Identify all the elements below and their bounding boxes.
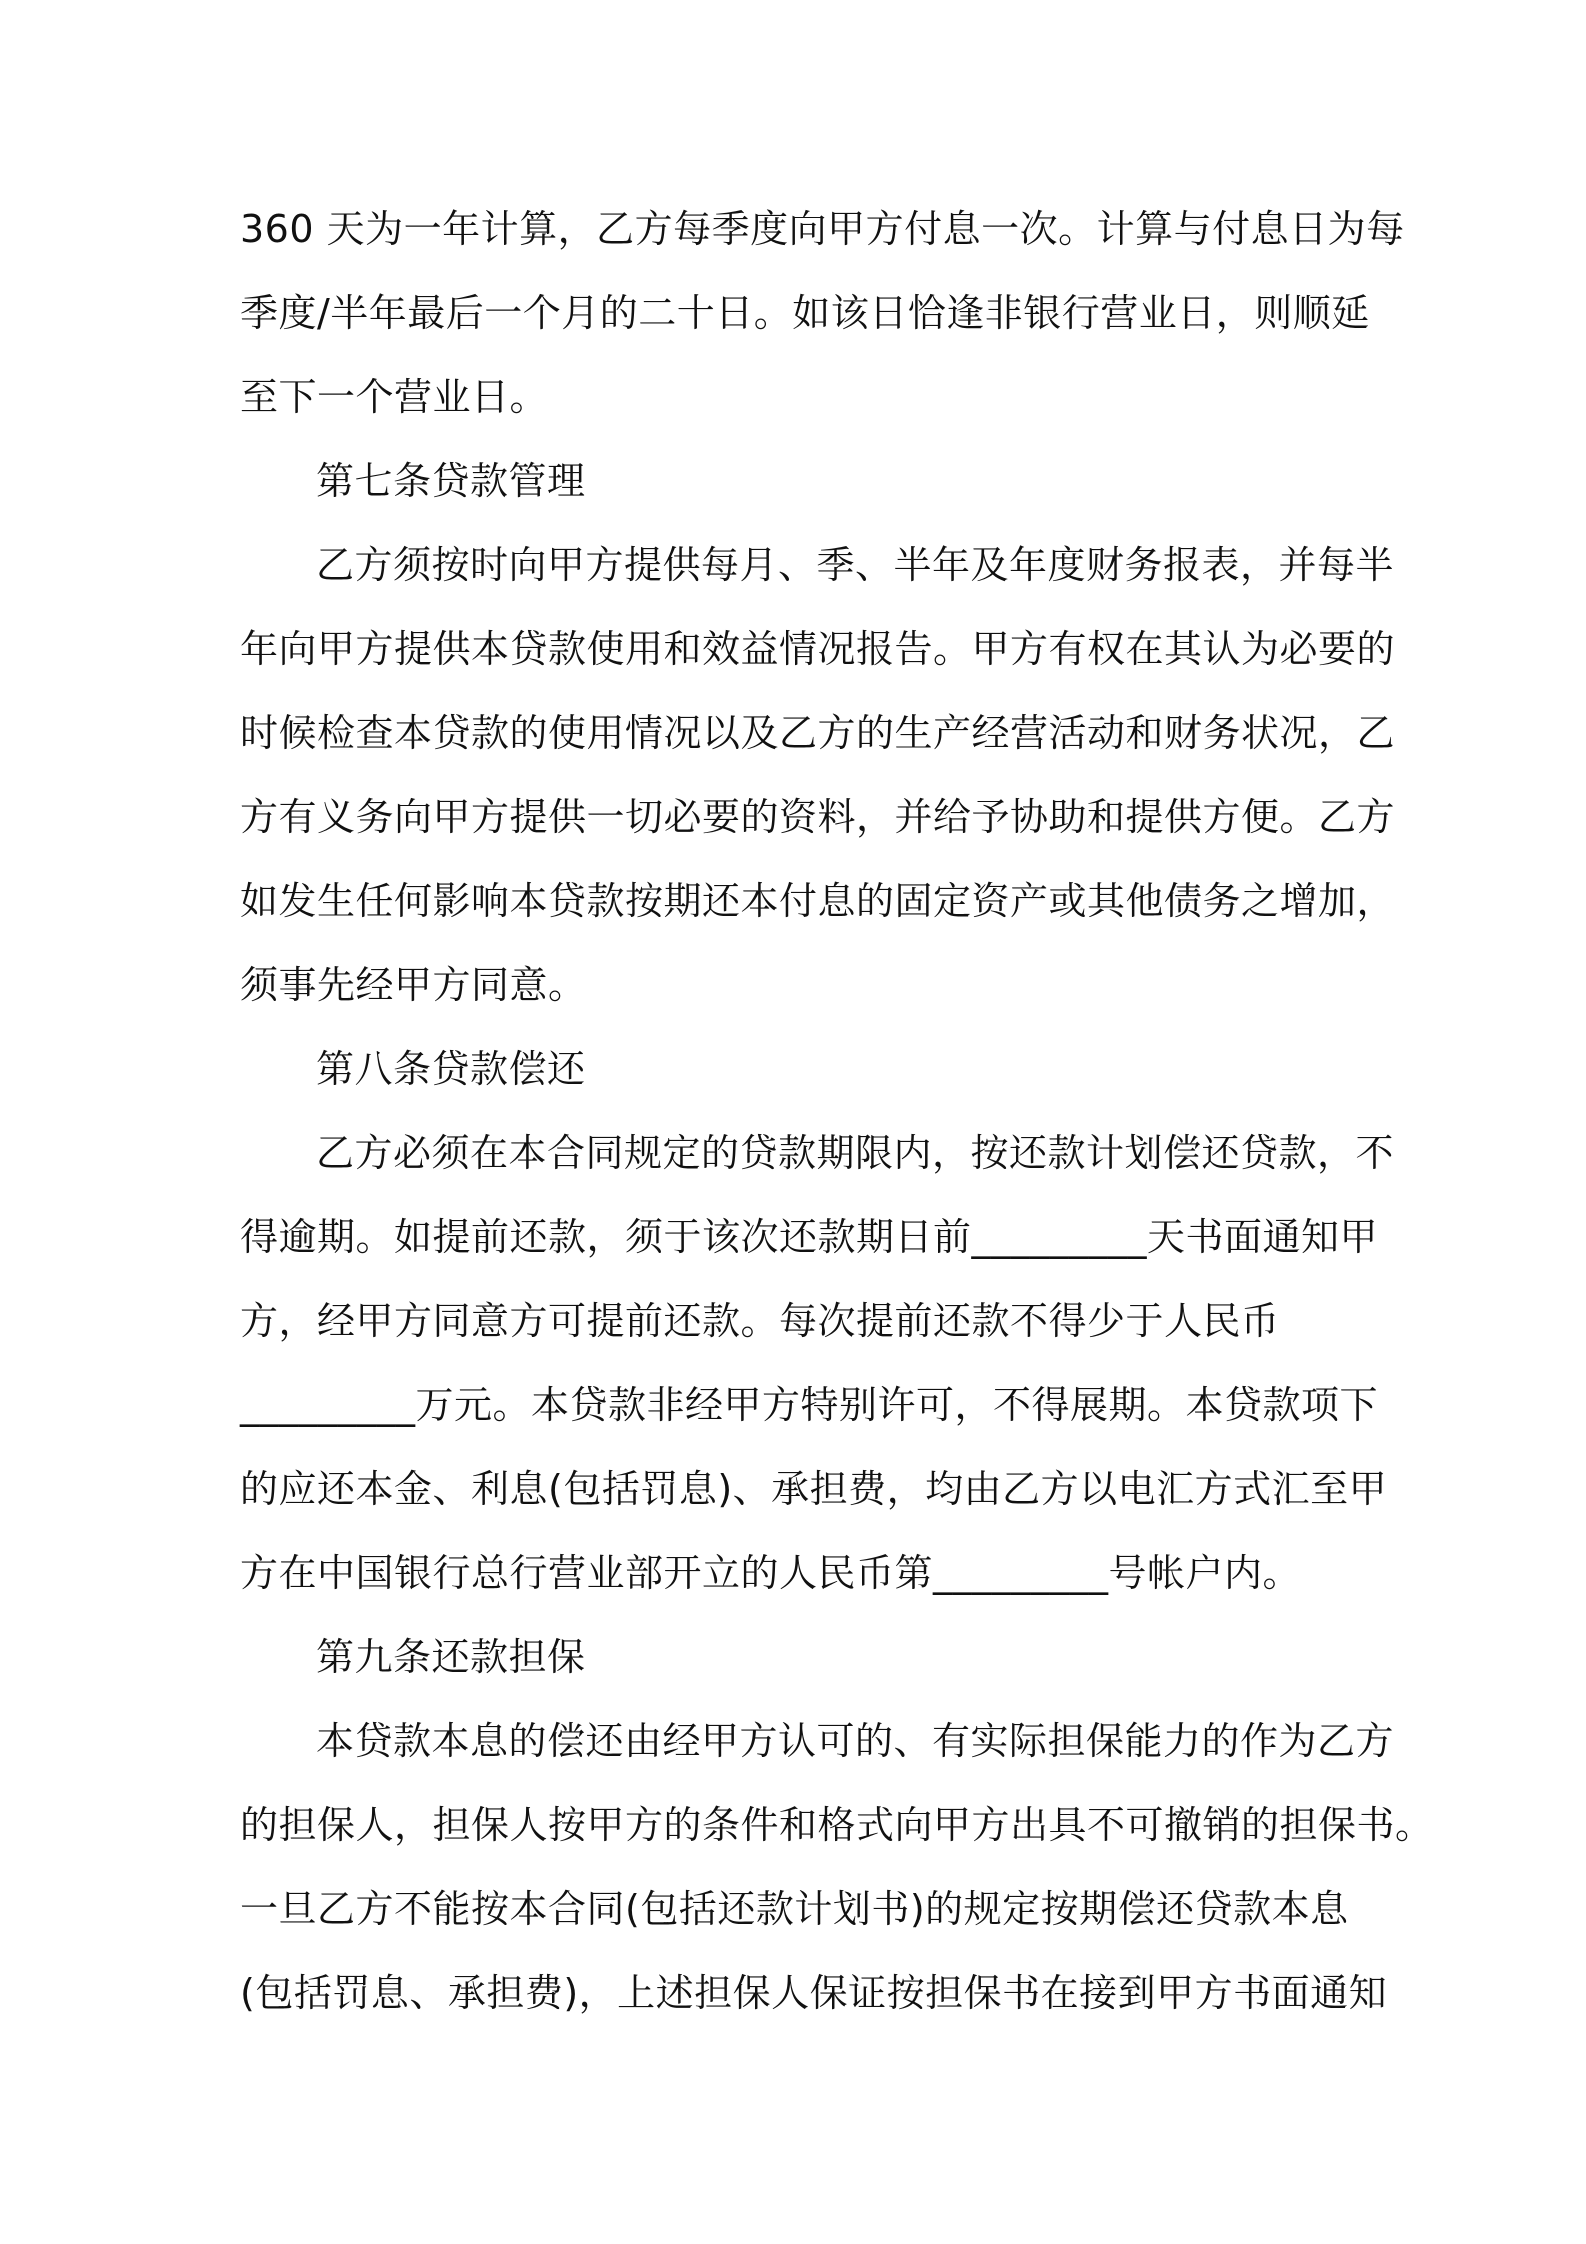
section-heading: 第八条贷款偿还 xyxy=(316,1047,586,1091)
text-line: 一旦乙方不能按本合同(包括还款计划书)的规定按期偿还贷款本息 xyxy=(240,1887,1349,1931)
text-line: 至下一个营业日。 xyxy=(240,375,549,419)
section-heading: 第九条还款担保 xyxy=(316,1635,586,1679)
text-line: 乙方须按时向甲方提供每月、季、半年及年度财务报表，并每半 xyxy=(316,543,1395,587)
text-line: 乙方必须在本合同规定的贷款期限内，按还款计划偿还贷款，不 xyxy=(316,1131,1395,1175)
section-heading: 第七条贷款管理 xyxy=(316,459,586,503)
text-line: 须事先经甲方同意。 xyxy=(240,963,587,1007)
text-line: 方有义务向甲方提供一切必要的资料，并给予协助和提供方便。乙方 xyxy=(240,795,1396,839)
text-line: 时候检查本贷款的使用情况以及乙方的生产经营活动和财务状况，乙 xyxy=(240,711,1396,755)
text-line: 年向甲方提供本贷款使用和效益情况报告。甲方有权在其认为必要的 xyxy=(240,627,1396,671)
text-line: 本贷款本息的偿还由经甲方认可的、有实际担保能力的作为乙方 xyxy=(316,1719,1395,1763)
text-line: 的担保人，担保人按甲方的条件和格式向甲方出具不可撤销的担保书。 xyxy=(240,1803,1434,1847)
text-line: _________万元。本贷款非经甲方特别许可，不得展期。本贷款项下 xyxy=(240,1383,1379,1427)
text-line: 得逾期。如提前还款，须于该次还款期日前_________天书面通知甲 xyxy=(240,1215,1379,1259)
text-line: 360 天为一年计算，乙方每季度向甲方付息一次。计算与付息日为每 xyxy=(240,207,1405,251)
text-line: (包括罚息、承担费)，上述担保人保证按担保书在接到甲方书面通知 xyxy=(240,1971,1388,2015)
text-line: 方，经甲方同意方可提前还款。每次提前还款不得少于人民币 xyxy=(240,1299,1280,1343)
text-line: 如发生任何影响本贷款按期还本付息的固定资产或其他债务之增加， xyxy=(240,879,1396,923)
text-line: 方在中国银行总行营业部开立的人民币第_________号帐户内。 xyxy=(240,1551,1302,1595)
text-line: 的应还本金、利息(包括罚息)、承担费，均由乙方以电汇方式汇至甲 xyxy=(240,1467,1388,1511)
text-line: 季度/半年最后一个月的二十日。如该日恰逢非银行营业日，则顺延 xyxy=(240,291,1370,335)
